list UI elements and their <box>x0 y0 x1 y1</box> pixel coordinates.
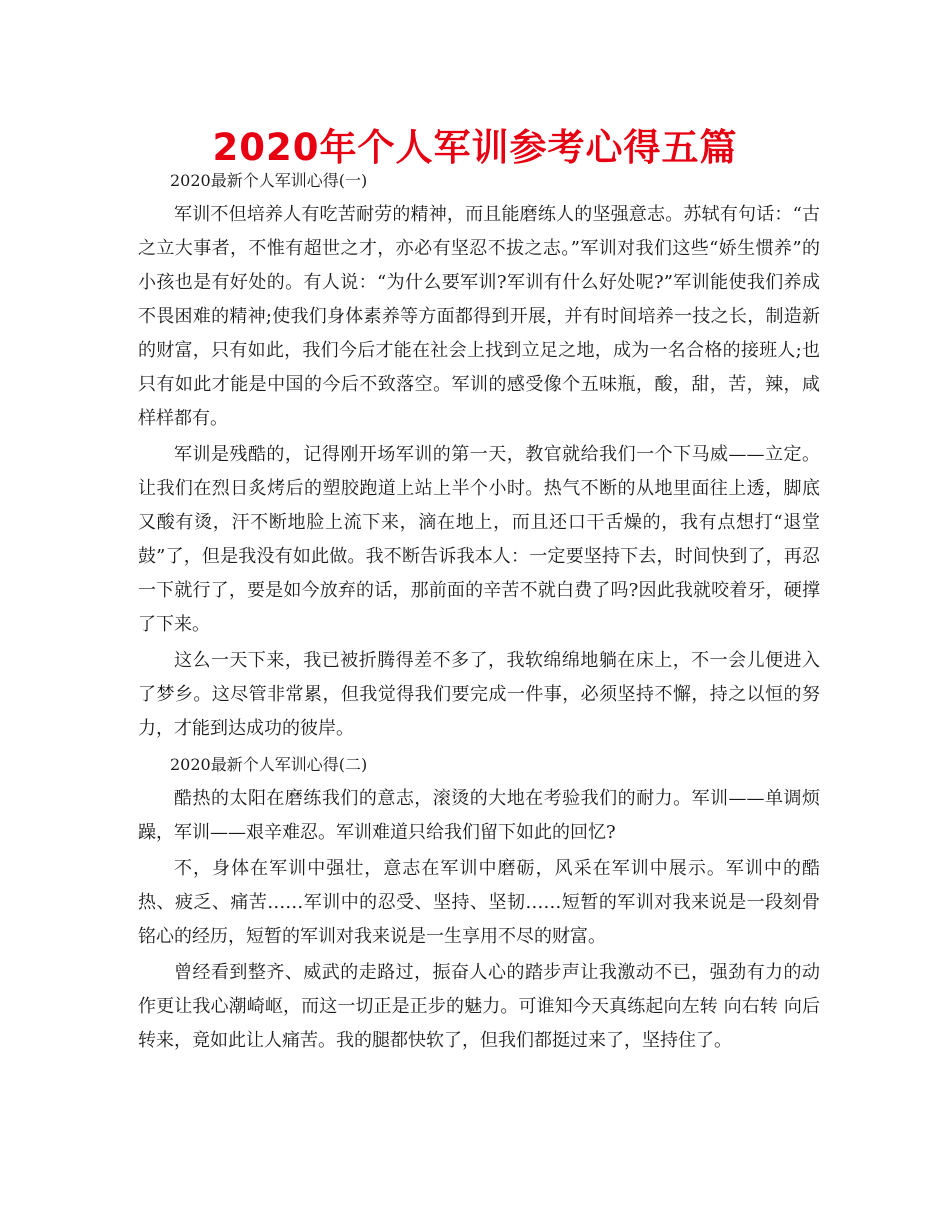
body-paragraph: 酷热的太阳在磨练我们的意志，滚烫的大地在考验我们的耐力。军训——单调烦躁，军训——艰辛难忍。军训难道只给我们留下如此的回忆? <box>138 788 820 843</box>
body-paragraph: 军训是残酷的，记得刚开场军训的第一天，教官就给我们一个下马威——立定。让我们在烈日炙烤后的塑胶跑道上站上半个小时。热气不断的从地里面往上透，脚底又酸有烫，汗不断地脸上流下来，滴在地上，而且还口干舌燥的，我有点想打“退堂鼓”了，但是我没有如此做。我不断告诉我本人：一定要坚持下去，时间快到了，再忍一下就行了，要是如今放弃的话，那前面的辛苦不就白费了吗?因此我就咬着牙，硬撑了下来。 <box>138 444 820 635</box>
section-heading: 2020最新个人军训心得(二) <box>170 755 368 774</box>
body-paragraph: 这么一天下来，我已被折腾得差不多了，我软绵绵地躺在床上，不一会儿便进入了梦乡。这尽管非常累，但我觉得我们要完成一件事，必须坚持不懈，持之以恒的努力，才能到达成功的彼岸。 <box>138 650 820 739</box>
document-title: 2020年个人军训参考心得五篇 <box>212 126 738 169</box>
section-heading: 2020最新个人军训心得(一) <box>170 171 368 190</box>
body-paragraph: 曾经看到整齐、威武的走路过，振奋人心的踏步声让我激动不已，强劲有力的动作更让我心潮崎岖，而这一切正是正步的魅力。可谁知今天真练起向左转 向右转 向后转来，竟如此让人痛苦。我的腿都快软了，但我们都挺过来了，坚持住了。 <box>138 962 820 1051</box>
document-body <box>138 164 820 1060</box>
body-paragraph: 军训不但培养人有吃苦耐劳的精神，而且能磨练人的坚强意志。苏轼有句话：“古之立大事者，不惟有超世之才，亦必有坚忍不拔之志。”军训对我们这些“娇生惯养”的小孩也是有好处的。有人说：“为什么要军训?军训有什么好处呢?”军训能使我们养成不畏困难的精神;使我们身体素养等方面都得到开展，并有时间培养一技之长，制造新的财富，只有如此，我们今后才能在社会上找到立足之地，成为一名合格的接班人;也只有如此才能是中国的今后不致落空。军训的感受像个五味瓶，酸，甜，苦，辣，咸样样都有。 <box>138 204 820 429</box>
body-paragraph: 不，身体在军训中强壮，意志在军训中磨砺，风采在军训中展示。军训中的酷热、疲乏、痛苦……军训中的忍受、坚持、坚韧……短暂的军训对我来说是一段刻骨铭心的经历，短暂的军训对我来说是一生享用不尽的财富。 <box>138 858 820 947</box>
